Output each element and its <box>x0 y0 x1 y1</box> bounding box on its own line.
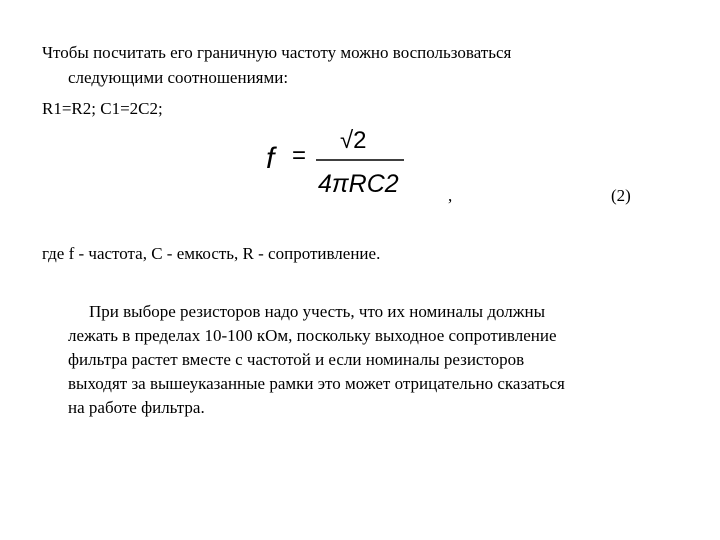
paragraph-line-4: выходят за вышеуказанные рамки это может отрицательно сказаться <box>68 374 565 393</box>
condition-text: R1=R2; C1=2C2; <box>42 99 163 118</box>
paragraph-line-1: При выборе резисторов надо учесть, что их номиналы должны <box>89 302 546 321</box>
definitions-text: где f - частота, C - емкость, R - сопротивление. <box>42 244 381 263</box>
paragraph-line-3: фильтра растет вместе с частотой и если номиналы резисторов <box>68 350 525 369</box>
formula-numerator: √2 <box>340 127 367 154</box>
intro-line-1: Чтобы посчитать его граничную частоту можно воспользоваться <box>42 43 512 62</box>
formula-f: f <box>266 142 275 175</box>
paragraph-line-5: на работе фильтра. <box>68 398 205 417</box>
formula-denominator: 4πRC2 <box>318 170 399 198</box>
intro-line-2: следующими соотношениями: <box>68 68 289 87</box>
paragraph-line-2: лежать в пределах 10-100 кОм, поскольку выходное сопротивление <box>68 326 557 345</box>
formula-equals: = <box>292 142 307 169</box>
formula-image <box>258 118 408 200</box>
formula-comma: , <box>448 186 453 205</box>
equation-number: (2) <box>611 186 631 205</box>
